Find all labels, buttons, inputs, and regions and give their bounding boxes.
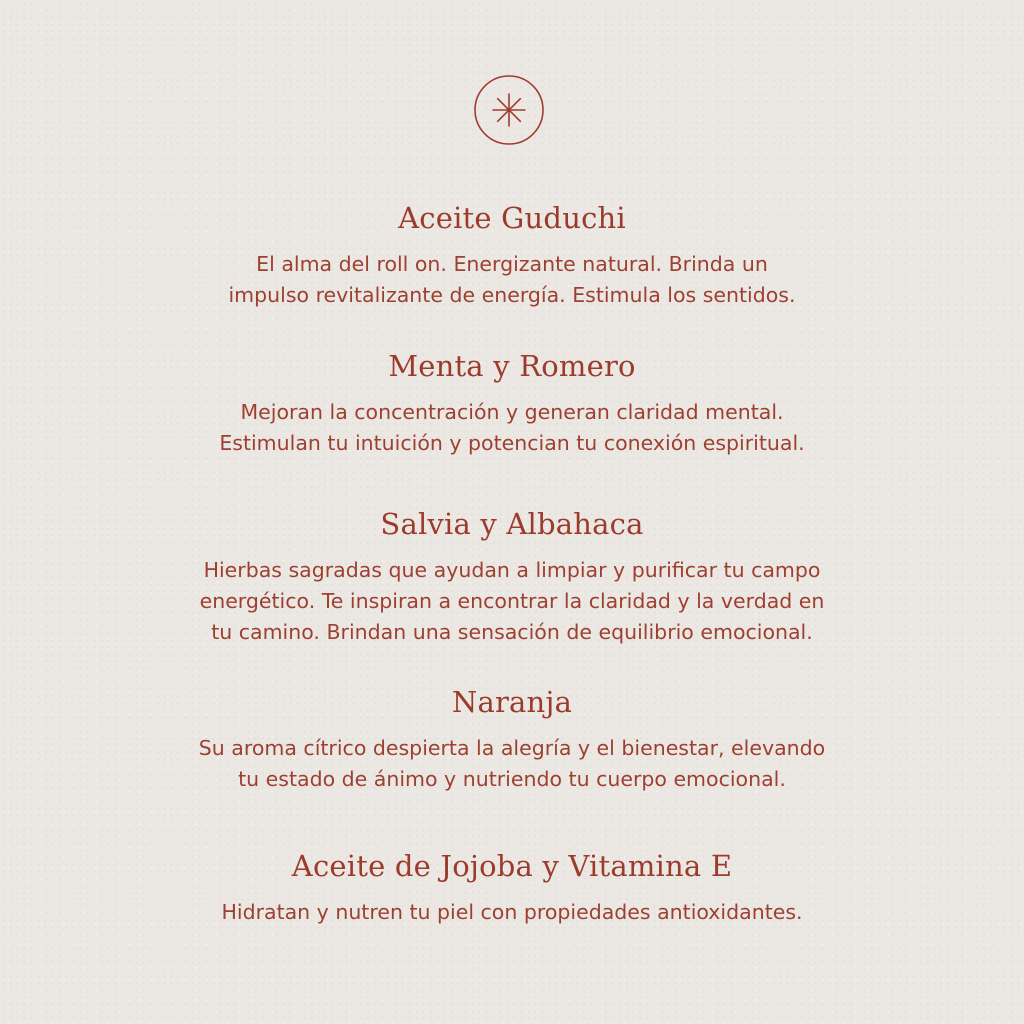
- section-description: El alma del roll on. Energizante natural. Brinda un impulso revitalizante de energía. Estimula los sentidos.: [228, 252, 796, 307]
- section-description: Hidratan y nutren tu piel con propiedades antioxidantes.: [221, 900, 803, 924]
- section-title: Menta y Romero: [388, 349, 636, 383]
- section-title: Naranja: [451, 685, 573, 719]
- section-naranja: [112, 684, 912, 795]
- section-description: Hierbas sagradas que ayudan a limpiar y purificar tu campo energético. Te inspiran a encontrar la claridad y la verdad en tu camino. Brindan una sensación de equilibrio emocional.: [199, 558, 825, 644]
- section-title: Salvia y Albahaca: [380, 507, 644, 541]
- section-salvia-albahaca: [112, 506, 912, 648]
- section-menta-romero: [112, 348, 912, 459]
- section-jojoba-vitamina-e: [112, 848, 912, 928]
- section-guduchi: [112, 200, 912, 311]
- section-title: Aceite de Jojoba y Vitamina E: [291, 849, 733, 883]
- asterisk-circle-icon: [473, 74, 545, 146]
- section-description: Mejoran la concentración y generan claridad mental. Estimulan tu intuición y potencian tu conexión espiritual.: [219, 400, 805, 455]
- section-title: Aceite Guduchi: [398, 201, 626, 235]
- section-description: Su aroma cítrico despierta la alegría y el bienestar, elevando tu estado de ánimo y nutriendo tu cuerpo emocional.: [198, 736, 826, 791]
